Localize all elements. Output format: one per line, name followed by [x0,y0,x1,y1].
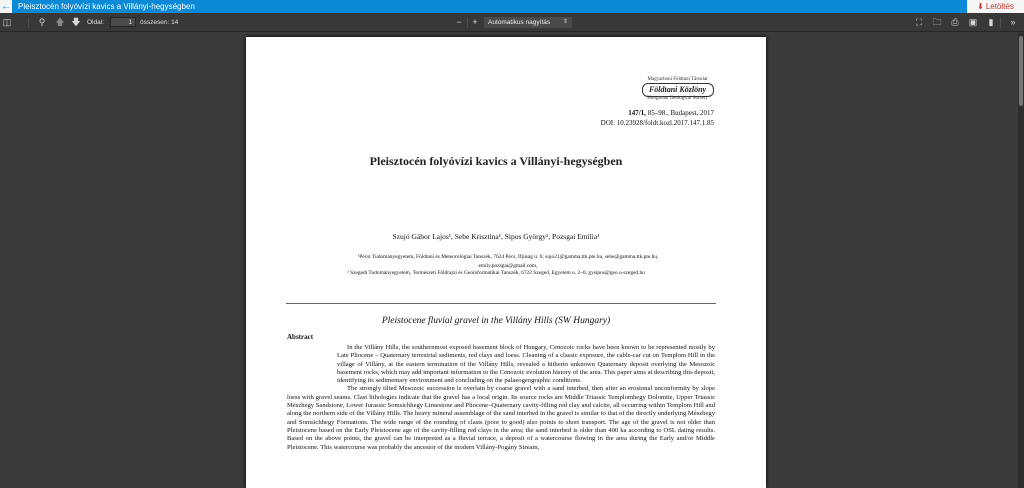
bookmark-icon: ▮ [988,17,994,27]
society-logo [636,77,719,104]
zoom-in-button[interactable]: + [472,17,478,27]
tools-button[interactable] [1006,13,1020,32]
citation-pages: 85–98., Budapest, 2017 [647,109,714,117]
authors: Szujó Gábor Lajos¹, Sebe Krisztina¹, Sipos György², Pozsgai Emília¹ [392,232,600,241]
citation [628,109,714,117]
arrow-left-icon: ← [1,1,11,12]
abstract-paragraph-2: The strongly tilted Mesozoic succession is overlain by coarse gravel with a sand interbed, then after an erosional unconformity by slope loess with gravel seams. Clast lithologies indicate that the gravel has a local origin. Its source rocks are Middle Triassic Templomhegy Dolomite, Upper Triassic Mészhegy Sandstone, Lower Jurassic Somsichhegy Limestone and Pliocene–Quaternary cavity-filling red clay and calcite, all occurring within Templom Hill and along the northern side of the Villány Hills. The heavy mineral assemblage of the sand interbed in the gravel is similar to that of the directly underlying Mészhegy and Somsichhegy Formations. The wide range of the rounding of clasts (poor to good) also points to short transport. The age of the gravel is not older than Pleistocene based on the Early Pleistocene age of the cavity-filling red clays in the area; the sand interbed is older than 400 ka according to OSL dating results. Based on the above points, the gravel can be interpreted as a fluvial terrace, a deposit of a watercourse flowing in the area during the Early and/or Middle Pleistocene. This watercourse was probably the ancestor of the modern Villány-Pogány Stream, [287,385,715,451]
presentation-mode-button[interactable] [912,13,926,32]
page-label: Oldal: [87,19,104,26]
affiliation-1-line-1: ¹Pécsi Tudományegyetem, Földtani és Meteorológiai Tanszék, 7624 Pécs, Ifjúság ú. 6; sujo21@gamma.ttk.pte.hu, sebe@gamma.ttk.pte.hu, [357,254,659,260]
toolbar-separator [1000,17,1001,28]
chevron-updown-icon: ⇕ [562,19,568,25]
page-total: összesen: 14 [140,19,179,26]
divider [286,303,716,304]
open-file-button[interactable] [930,13,944,32]
doi: DOI: 10.23928/foldt.kozl.2017.147.1.85 [600,119,714,127]
arrow-down-icon: 🡇 [71,17,81,27]
sidebar-icon: ◫ [2,17,12,27]
sidebar-toggle-button[interactable] [0,13,14,32]
fullscreen-icon: ⛶ [915,17,923,27]
affiliation-1-line-2: emily.pozsgai@gmail.com, [478,263,538,269]
next-page-button[interactable] [69,13,83,32]
toolbar-separator [28,17,29,28]
download-icon: ⬇ [977,2,984,11]
logo-main-text: Földtani Közlöny [648,85,707,94]
search-icon: ⚲ [38,17,46,27]
english-title: Pleistocene fluvial gravel in the Villány Hills (SW Hungary) [381,316,611,326]
download-label: Letöltés [985,2,1014,11]
print-button[interactable] [948,13,962,32]
abstract-heading: Abstract [287,333,314,341]
arrow-up-icon: 🡅 [55,17,65,27]
title-bar [0,0,1024,13]
pdf-page [246,37,766,488]
zoom-select-value: Automatikus nagyítás [488,19,551,26]
previous-page-button[interactable] [53,13,67,32]
zoom-select[interactable] [484,17,572,28]
search-button[interactable] [35,13,49,32]
paper-title: Pleisztocén folyóvízi kavics a Villányi-hegységben [369,154,623,168]
affiliation-1 [308,253,708,271]
double-chevron-right-icon: » [1010,17,1016,27]
zoom-out-button[interactable]: − [456,17,462,27]
pdf-toolbar [0,13,1024,32]
bookmark-button[interactable] [984,13,998,32]
scrollbar-thumb[interactable] [1019,36,1023,106]
document-title: Pleisztocén folyóvízi kavics a Villányi-hegységben [18,2,195,11]
back-button[interactable] [0,0,12,13]
download-button[interactable] [967,0,1024,13]
save-icon: ▣ [968,17,978,27]
abstract-paragraph-1: In the Villány Hills, the southernmost exposed basement block of Hungary, Cenozoic rocks have been known to be represented mostly by Late Pliocene – Quaternary terrestrial sediments, red clays and loess. Cleaning of a classic exposure, the cable-car cut on Templom Hill in the village of Villány, at the eastern termination of the Villány Hills, revealed a hitherto unknown Quaternary deposit overlying the Mesozoic basement rocks, which may add important information to the Cenozoic evolution history of the area. This paper aims at describing this deposit, identifying its sedimentary environment and concluding on the palaeogeographic conditions. [337,344,715,385]
folder-icon: 🗀 [932,17,942,27]
logo-bottom-text: Hungarian Geological Society [647,96,708,101]
vertical-scrollbar[interactable] [1018,33,1024,488]
abstract-body [287,344,715,452]
page-number-input[interactable]: 1 [110,17,136,27]
citation-volume: 147/1, [628,109,646,117]
logo-top-text: Magyarhoni Földtani Társulat [647,77,708,82]
print-icon: ⎙ [951,17,959,27]
affiliation-2: ² Szegedi Tudományegyetem, Természeti Földrajzi és Geoinformatikai Tanszék, 6722 Szeged, Egyetem u. 2–6; gysipos@geo.u-szeged.hu [347,270,645,276]
save-button[interactable] [966,13,980,32]
